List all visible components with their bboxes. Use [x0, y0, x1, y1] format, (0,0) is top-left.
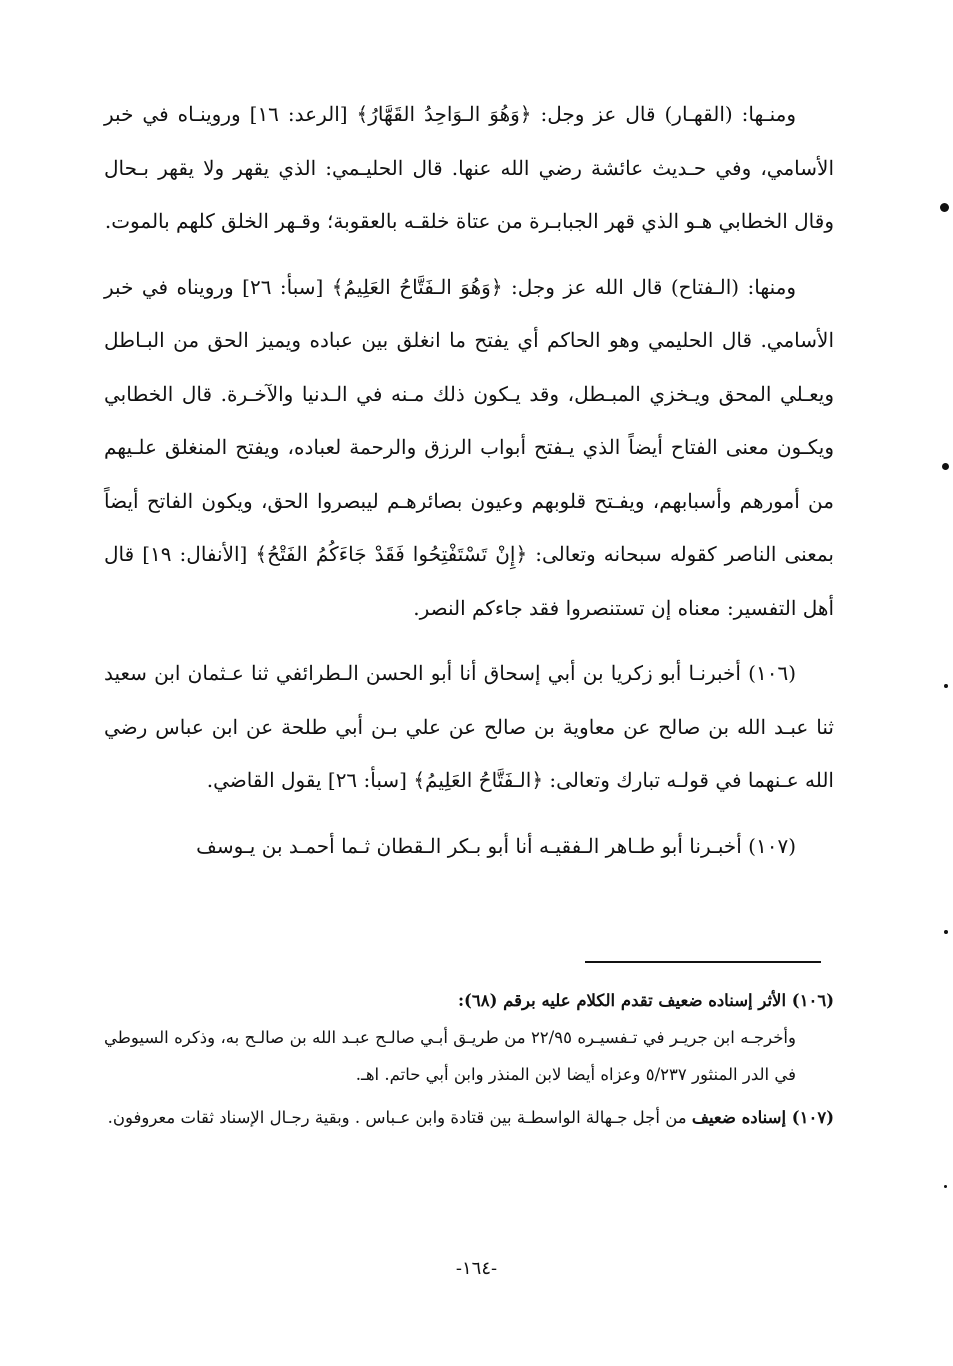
- footnote-107-body: من أجل جـهالة الواسطـة بين قتادة وابن عـباس . وبقية رجـال الإسناد ثقات معروفون.: [107, 1108, 687, 1127]
- footnote-106-head: (١٠٦) الأثر إسناده ضعيف تقدم الكلام عليه برقم (٦٨):: [457, 991, 834, 1010]
- scan-speck: [940, 203, 949, 212]
- paragraph-fattah: ومنها: (الـفتاح) قال الله عز وجل: ﴿وَهُوَ الـفَتَّاحُ العَلِيمُ﴾ [سبأ: ٢٦] ورويناه في خبر الأسامي. قال الحليمي وهو الحاكم أي يفتح ما انغلق بين عباده ويميز الحق من البـاطل ويعـلي المحق ويـخزي المبـطل، وقد يـكون ذلك مـنه في الـدنيا والآخـرة. قال الخطابي ويكـون معنى الفتاح أيضاً الذي يـفتح أبواب الرزق والرحمة لعباده، ويفتح المنغلق علـيهم من أمورهم وأسبابهم، ويفـتح قلوبهم وعيون بصائرهـم ليبصروا الحق، ويكون الفاتح أيضاً بمعنى الناصر كقوله سبحانه وتعالى: ﴿إِنْ تَسْتَفْتِحُوا فَقَدْ جَاءَكُمُ الفَتْحُ﴾ [الأنفال: ١٩] قال أهل التفسير: معناه إن تستنصروا فقد جاءكم النصر.: [104, 274, 834, 620]
- footnote-106-body: وأخرجـه ابن جريـر في تـفسيـره ٢٢/٩٥ من طريـق أبـي صالـح عبـد الله بن صالـح به، وذكره السيوطي في الدر المنثور ٥/٢٣٧ وعزاه أيضا لابن المنذر وابن أبي حاتم. اهـ.: [104, 1028, 796, 1084]
- main-text: [104, 88, 834, 883]
- paragraph-hadith-107: (١٠٧) أخبـرنا أبو طـاهر الـفقيـه أنا أبو بـكر الـقطان ثـما أحمـد بن يـوسف: [196, 833, 796, 858]
- footnote-107-head: (١٠٧) إسناده ضعيف: [691, 1108, 834, 1127]
- scan-speck: [944, 930, 948, 934]
- scan-speck: [942, 463, 949, 470]
- footnote-separator: [585, 961, 821, 963]
- footnote-106: [104, 982, 834, 1093]
- footnote-107: [104, 1099, 834, 1136]
- paragraph-qahhar: ومنـها: (القهـار) قال عز وجل: ﴿وَهُوَ الـوَاحِدُ القَهَّارُ﴾ [الرعد: ١٦] وروينـاه في خبر الأسامي، وفي حـديث عائشة رضي الله عنها. قال الحليـمي: الذي يقهر ولا يقهر بـحال وقال الخطابي هـو الذي قهر الجبابـرة من عتاة خلقـه بالعقوبة؛ وقـهر الخلق كلهم بالموت.: [104, 102, 834, 233]
- scan-speck: [944, 684, 948, 688]
- page-number: -١٦٤-: [455, 1258, 498, 1279]
- scan-speck: [944, 1185, 947, 1188]
- paragraph-hadith-106: (١٠٦) أخبرنـا أبو زكريا بن أبي إسحاق أنا أبو الحسن الـطرائفي ثنا عـثمان ابن سعيد ثنا عبـد الله بن صالح عن معاوية بن صالح عن علي بـن أبي طلحة عن ابن عباس رضي الله عـنهما في قولـه تبارك وتعالى: ﴿الـفَتَّاحُ العَلِيمُ﴾ [سبأ: ٢٦] يقول القاضي.: [104, 661, 834, 792]
- footnotes: [104, 982, 834, 1142]
